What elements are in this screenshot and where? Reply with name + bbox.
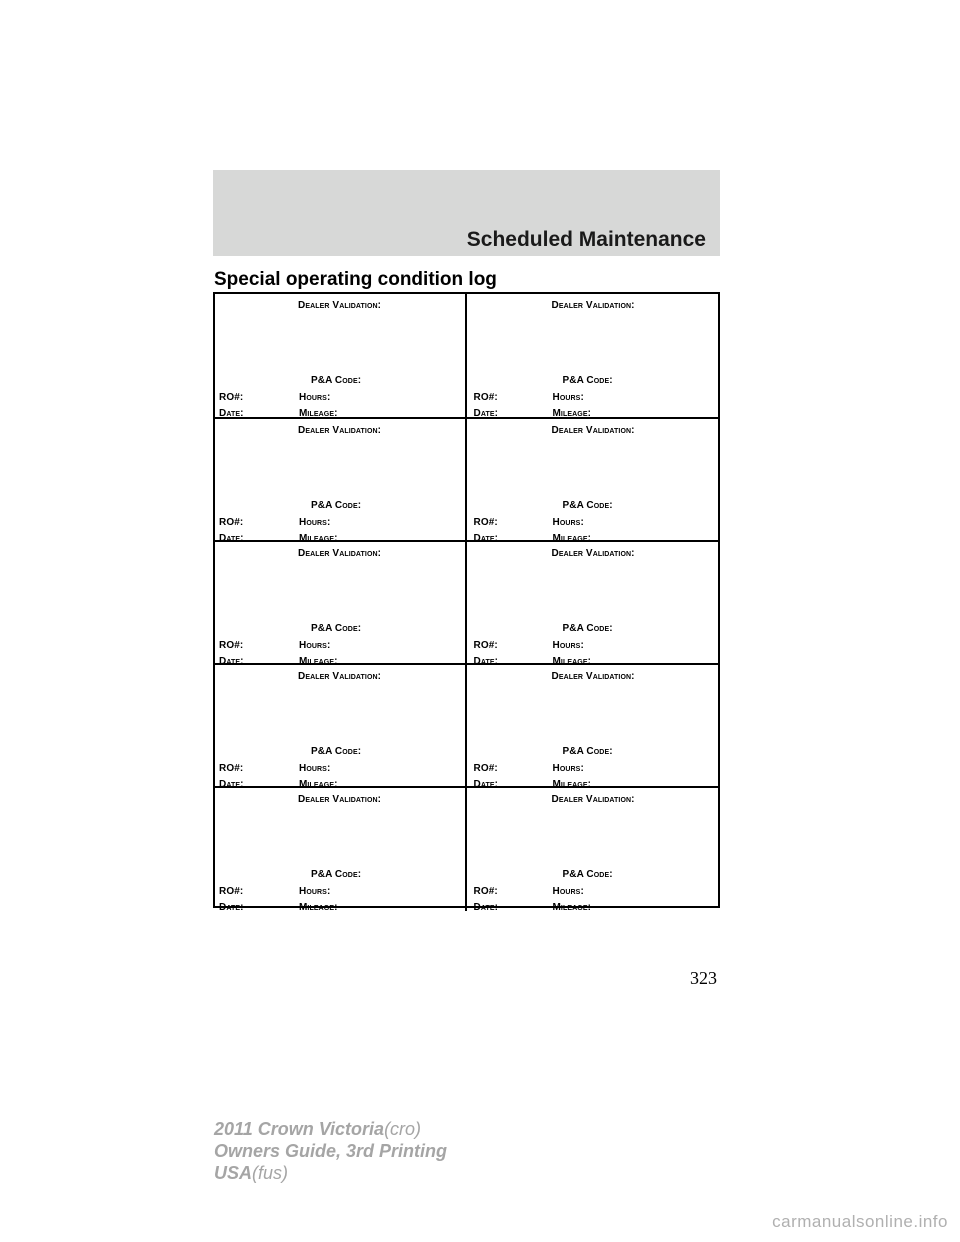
date-label: Date: [473,902,499,913]
header-band [213,170,720,256]
pa-code-label: P&A Code: [311,869,362,880]
ro-label: RO#: [473,640,498,651]
pa-code-label: P&A Code: [311,623,362,634]
mileage-label: Mileage: [552,656,592,667]
log-cell [215,542,467,665]
log-cell [467,294,719,417]
pa-code-label: P&A Code: [562,623,613,634]
date-label: Date: [473,779,499,790]
pa-code-label: P&A Code: [562,869,613,880]
pa-code-label: P&A Code: [562,375,613,386]
log-cell [215,788,467,911]
dealer-validation-label: Dealer Validation: [298,300,382,311]
dealer-validation-label: Dealer Validation: [298,548,382,559]
pa-code-label: P&A Code: [311,375,362,386]
pa-code-label: P&A Code: [311,500,362,511]
hours-label: Hours: [552,886,584,897]
hours-label: Hours: [299,886,331,897]
page-header-title: Scheduled Maintenance [466,228,706,251]
date-label: Date: [219,656,244,667]
date-label: Date: [219,902,244,913]
hours-label: Hours: [552,640,584,651]
ro-label: RO#: [473,763,498,774]
footer-imprint [214,1118,447,1184]
section-title: Special operating condition log [214,269,497,290]
log-cell [215,419,467,542]
ro-label: RO#: [473,517,498,528]
mileage-label: Mileage: [552,408,592,419]
log-cell [467,419,719,542]
dealer-validation-label: Dealer Validation: [298,671,382,682]
hours-label: Hours: [299,517,331,528]
dealer-validation-label: Dealer Validation: [551,794,635,805]
ro-label: RO#: [219,517,244,528]
mileage-label: Mileage: [299,533,338,544]
pa-code-label: P&A Code: [311,746,362,757]
page-number: 323 [690,968,717,988]
footer-model: 2011 Crown Victoria [214,1119,385,1139]
mileage-label: Mileage: [299,408,338,419]
log-row [215,417,718,542]
ro-label: RO#: [219,886,244,897]
dealer-validation-label: Dealer Validation: [551,548,635,559]
log-row [215,663,718,788]
mileage-label: Mileage: [552,779,592,790]
footer-model-code: (cro) [384,1119,422,1139]
hours-label: Hours: [299,763,331,774]
dealer-validation-label: Dealer Validation: [551,300,635,311]
hours-label: Hours: [552,763,584,774]
dealer-validation-label: Dealer Validation: [551,425,635,436]
mileage-label: Mileage: [552,533,592,544]
mileage-label: Mileage: [299,779,338,790]
ro-label: RO#: [219,392,244,403]
footer-line-3 [214,1162,447,1184]
ro-label: RO#: [473,392,498,403]
date-label: Date: [219,779,244,790]
ro-label: RO#: [219,640,244,651]
footer-market-code: (fus) [252,1163,289,1183]
log-cell [467,542,719,665]
log-row [215,540,718,665]
dealer-validation-label: Dealer Validation: [298,794,382,805]
hours-label: Hours: [299,392,331,403]
ro-label: RO#: [219,763,244,774]
hours-label: Hours: [552,517,584,528]
hours-label: Hours: [552,392,584,403]
pa-code-label: P&A Code: [562,500,613,511]
log-cell [467,665,719,788]
date-label: Date: [219,533,244,544]
footer-market: USA [214,1163,253,1183]
log-row [215,786,718,911]
date-label: Date: [473,656,499,667]
dealer-validation-label: Dealer Validation: [298,425,382,436]
log-cell [467,788,719,911]
mileage-label: Mileage: [299,656,338,667]
hours-label: Hours: [299,640,331,651]
pa-code-label: P&A Code: [562,746,613,757]
date-label: Date: [473,408,499,419]
log-row [215,294,718,417]
log-cell [215,665,467,788]
footer-line-1 [214,1118,447,1140]
maintenance-log-table [213,292,720,913]
date-label: Date: [219,408,244,419]
mileage-label: Mileage: [299,902,338,913]
dealer-validation-label: Dealer Validation: [551,671,635,682]
ro-label: RO#: [473,886,498,897]
date-label: Date: [473,533,499,544]
footer-line-2: Owners Guide, 3rd Printing [214,1141,448,1161]
log-cell [215,294,467,417]
mileage-label: Mileage: [552,902,592,913]
watermark-text: carmanualsonline.info [772,1212,948,1231]
